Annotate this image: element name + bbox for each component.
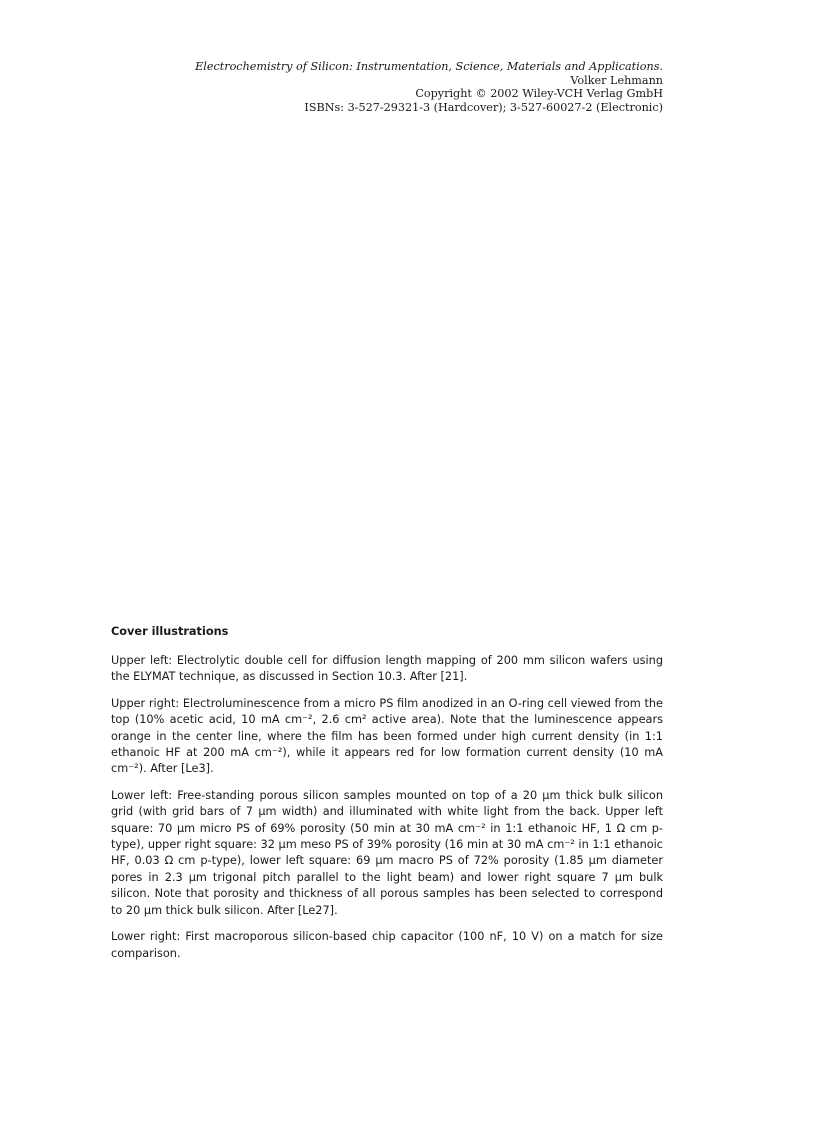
section-heading: Cover illustrations bbox=[111, 625, 229, 638]
copyright: Copyright © 2002 Wiley-VCH Verlag GmbH bbox=[415, 87, 663, 100]
isbns: ISBNs: 3-527-29321-3 (Hardcover); 3-527-60027-2 (Electronic) bbox=[304, 100, 663, 114]
paragraph-lower-left: Lower left: Free-standing porous silicon samples mounted on top of a 20 µm thick bulk silicon grid (with grid bars of 7 µm width) and illuminated with white light from the back. Upper left square: 70 µm micro PS of 69% porosity (50 min at 30 mA cm⁻² in 1:1 ethanoic HF, 1 Ω cm p-type), upper right square: 32 µm meso PS of 39% porosity (16 min at 30 mA cm⁻² in 1:1 ethanoic HF, 0.03 Ω cm p-type), lower left square: 69 µm macro PS of 72% porosity (1.85 µm diameter pores in 2.3 µm trigonal pitch parallel to the light beam) and lower right square 7 µm bulk silicon. Note that porosity and thickness of all porous samples has been selected to correspond to 20 µm thick bulk silicon. After [Le27]. bbox=[111, 788, 663, 917]
book-title: Electrochemistry of Silicon: Instrumentation, Science, Materials and Applications. bbox=[195, 60, 663, 73]
author: Volker Lehmann bbox=[570, 73, 663, 87]
cover-illustrations-section bbox=[111, 624, 663, 972]
paragraph-lower-right: Lower right: First macroporous silicon-based chip capacitor (100 nF, 10 V) on a match for size comparison. bbox=[111, 930, 663, 960]
paragraph-upper-left: Upper left: Electrolytic double cell for diffusion length mapping of 200 mm silicon wafers using the ELYMAT technique, as discussed in Section 10.3. After [21]. bbox=[111, 654, 663, 684]
paragraph-upper-right: Upper right: Electroluminescence from a micro PS film anodized in an O-ring cell viewed from the top (10% acetic acid, 10 mA cm⁻², 2.6 cm² active area). Note that the luminescence appears orange in the center line, where the film has been formed under high current density (in 1:1 ethanoic HF at 200 mA cm⁻²), while it appears red for low formation current density (10 mA cm⁻²). After [Le3]. bbox=[111, 696, 663, 776]
page-header bbox=[195, 60, 663, 114]
